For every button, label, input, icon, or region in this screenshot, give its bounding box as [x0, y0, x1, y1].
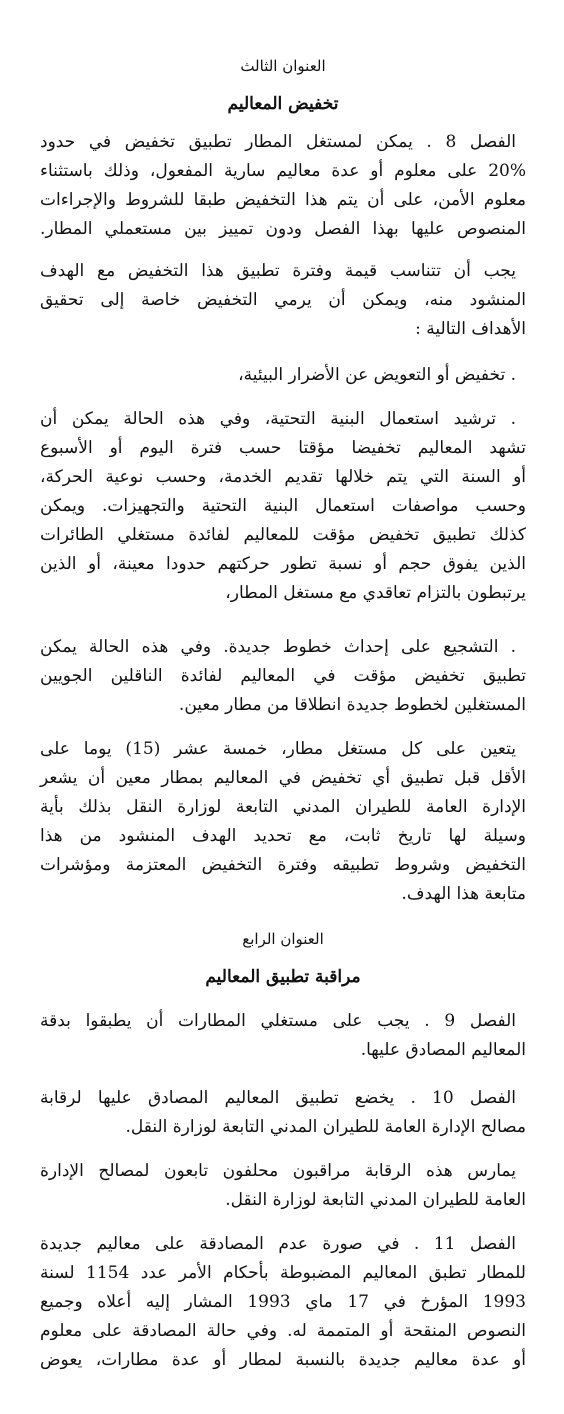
infrastructure-item-line: وحسب مواصفات استعمال البنية التحتية والتجهيزات. ويمكن — [40, 496, 526, 516]
chapter-11-line: للمطار تطبق المعاليم المضبوطة بأحكام الأمر عدد 1154 لسنة — [40, 1263, 526, 1283]
infrastructure-item-line: الذين يفوق حجم أو نسبة تطور حركتهم حدودا معينة، أو الذين — [40, 554, 526, 574]
control-paragraph-line: العامة للطيران المدني التابعة لوزارة النقل. — [225, 1190, 526, 1210]
chapter-11-line: أو عدة معاليم جديدة بالنسبة لمطار أو عدة مطارات، يعوض — [40, 1350, 526, 1370]
chapter-8-line: 20% على معلوم أو عدة معاليم سارية المفعول، وذلك باستثناء — [40, 161, 526, 181]
new-routes-item-line: . التشجيع على إحداث خطوط جديدة. وفي هذه الحالة يمكن — [40, 637, 516, 657]
chapter-11-line: النصوص المنقحة أو المتممة له. وفي حالة المصادقة على معلوم — [40, 1321, 526, 1341]
notice-paragraph-line: التخفيض وشروط تطبيقه وفترة التخفيض المعتزمة ومؤشرات — [40, 855, 526, 875]
new-routes-item-line: المستغلين لخطوط جديدة انطلاقا من مطار معين. — [178, 695, 526, 715]
chapter-8-line: معلوم الأمن، على أن يتم هذا التخفيض طبقا للشروط والإجراءات — [40, 190, 526, 210]
chapter-8-line: المنصوص عليها بهذا الفصل ودون تمييز بين مستعملي المطار. — [40, 219, 526, 239]
chapter-11-line: 1993 المؤرخ في 17 ماي 1993 المشار إليه أعلاه وجميع — [40, 1292, 526, 1312]
notice-paragraph-line: يتعين على كل مستغل مطار، خمسة عشر (15) يوما على — [40, 739, 516, 759]
infrastructure-item-line: كذلك تطبيق تخفيض مؤقت للمعاليم لفائدة مستغلي الطائرات — [40, 525, 526, 545]
infrastructure-item-line: أو السنة التي يتم خلالها تقديم الخدمة، وحسب نوعية الحركة، — [40, 467, 526, 487]
notice-paragraph-line: الأقل قبل تطبيق أي تخفيض في المعاليم بمطار معين أن يشعر — [40, 768, 526, 788]
chapter-10-line: الفصل 10 . يخضع تطبيق المعاليم المصادق عليها لرقابة — [40, 1088, 516, 1108]
chapter-9-line: الفصل 9 . يجب على مستغلي المطارات أن يطبقوا بدقة — [40, 1011, 516, 1031]
infrastructure-item-line: يرتبطون بالتزام تعاقدي مع مستغل المطار، — [225, 583, 526, 603]
value-paragraph-line: المنشود منه، ويمكن أن يرمي التخفيض خاصة إلى تحقيق — [40, 290, 526, 310]
infrastructure-item-line: . ترشيد استعمال البنية التحتية، وفي هذه الحالة يمكن أن — [40, 409, 516, 429]
title-three-heading: تخفيض المعاليم — [227, 94, 339, 114]
notice-paragraph-line: وسيلة لها تاريخ ثابت، مع تحديد الهدف المنشود من هذا — [40, 826, 526, 846]
chapter-11-line: الفصل 11 . في صورة عدم المصادقة على معاليم جديدة — [40, 1234, 516, 1254]
notice-paragraph-line: الإدارة العامة للطيران المدني التابعة لوزارة النقل بذلك بأية — [40, 797, 526, 817]
control-paragraph-line: يمارس هذه الرقابة مراقبون محلفون تابعون لمصالح الإدارة — [40, 1161, 516, 1181]
title-four-label: العنوان الرابع — [242, 930, 324, 948]
value-paragraph-line: الأهداف التالية : — [415, 319, 526, 339]
title-three-label: العنوان الثالث — [240, 57, 326, 75]
chapter-10-line: مصالح الإدارة العامة للطيران المدني التابعة لوزارة النقل. — [125, 1117, 526, 1137]
infrastructure-item-line: تشهد المعاليم تخفيضا مؤقتا حسب فترة اليوم أو الأسبوع — [40, 438, 526, 458]
value-paragraph-line: يجب أن تتناسب قيمة وفترة تطبيق هذا التخفيض مع الهدف — [40, 261, 516, 281]
environment-item-line: . تخفيض أو التعويض عن الأضرار البيئية، — [238, 365, 516, 385]
title-four-heading: مراقبة تطبيق المعاليم — [205, 967, 361, 987]
new-routes-item-line: تطبيق تخفيض مؤقت في المعاليم لفائدة الناقلين الجويين — [40, 666, 526, 686]
notice-paragraph-line: متابعة هذا الهدف. — [401, 884, 526, 904]
chapter-9-line: المعاليم المصادق عليها. — [360, 1040, 526, 1060]
chapter-8-line: الفصل 8 . يمكن لمستغل المطار تطبيق تخفيض في حدود — [40, 132, 516, 152]
